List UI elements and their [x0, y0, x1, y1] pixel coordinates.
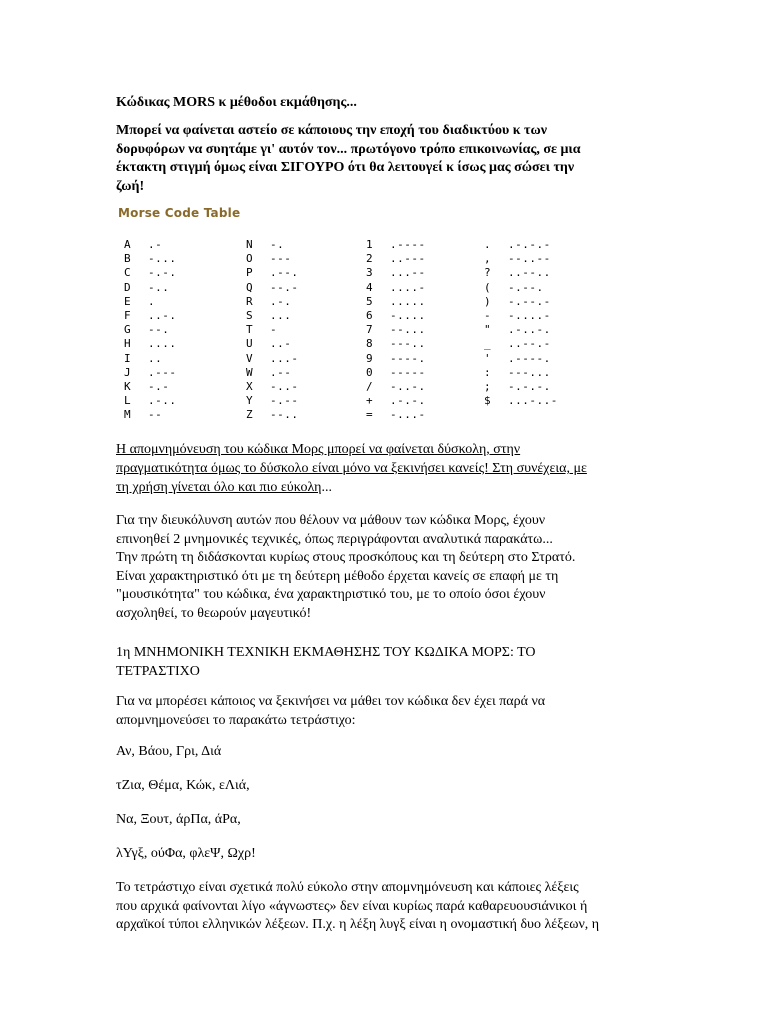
paragraph-line: Είναι χαρακτηριστικό ότι με τη δεύτερη μέθοδο έρχεται κανείς σε επαφή με τη [116, 568, 559, 584]
morse-character: U [246, 337, 253, 351]
morse-character: L [124, 394, 131, 408]
morse-character: ) [484, 294, 491, 308]
document-heading: Κώδικας MORS κ μέθοδοι εκμάθησης... [116, 95, 357, 110]
morse-code: ---... [508, 365, 551, 379]
morse-table-title: Morse Code Table [118, 206, 241, 220]
morse-code: ...-..- [508, 394, 558, 408]
morse-code: -....- [508, 308, 551, 322]
morse-code: ..--- [390, 252, 426, 266]
morse-code: -.--. [508, 280, 544, 294]
morse-code: .----. [508, 351, 551, 365]
morse-character: / [366, 379, 373, 393]
paragraph-line: που αρχικά φαίνονται λίγο «άγνωστες» δεν είναι κυρίως παρά καθαρευουσιάνικοι ή [116, 898, 588, 914]
morse-row [484, 295, 558, 309]
morse-character: I [124, 351, 131, 365]
section-title [116, 644, 656, 681]
morse-row [484, 352, 558, 366]
morse-code: .-.-.- [508, 238, 551, 251]
mnemonic-intro-paragraph [116, 512, 656, 623]
morse-row [484, 337, 558, 351]
morse-character: G [124, 323, 131, 337]
morse-code: --..-- [508, 252, 551, 266]
morse-character: ? [484, 266, 491, 280]
morse-code: .-.-. [390, 394, 426, 408]
morse-character: B [124, 252, 131, 266]
morse-row [246, 337, 299, 351]
morse-character: _ [484, 337, 491, 351]
morse-row [246, 295, 299, 309]
morse-code: ..-. [148, 308, 177, 322]
morse-character: 9 [366, 351, 373, 365]
morse-code: .---- [390, 238, 426, 251]
morse-code: --- [270, 252, 292, 266]
morse-code: ....- [390, 280, 426, 294]
morse-row [124, 309, 177, 323]
morse-row [124, 238, 177, 252]
morse-character: " [484, 323, 491, 337]
morse-row [484, 281, 558, 295]
morse-row [366, 380, 426, 394]
link-line-last [116, 478, 656, 497]
morse-row [124, 252, 177, 266]
morse-row [124, 323, 177, 337]
morse-row [246, 366, 299, 380]
morse-row [366, 309, 426, 323]
morse-code: -.-- [270, 394, 299, 408]
morse-character: + [366, 394, 373, 408]
morse-code: -..-. [390, 379, 426, 393]
morse-code: .-- [270, 365, 292, 379]
morse-row [124, 266, 177, 280]
verse-line: Να, Ξουτ, άρΠα, άΡα, [116, 812, 241, 827]
morse-row [246, 281, 299, 295]
paragraph-line: επινοηθεί 2 μνημονικές τεχνικές, όπως περιγράφονται αναλυτικά παρακάτω... [116, 531, 553, 547]
memorization-link-paragraph[interactable] [116, 440, 656, 497]
morse-row [124, 408, 177, 422]
morse-character: = [366, 408, 373, 422]
morse-row [366, 352, 426, 366]
morse-character: E [124, 294, 131, 308]
morse-code-table-image [116, 200, 576, 430]
link-line[interactable]: πραγματικότητα όμως το δύσκολο είναι μόνο να ξεκινήσει κανείς! Στη συνέχεια, με [116, 461, 587, 476]
intro-line: Μπορεί να φαίνεται αστείο σε κάποιους την εποχή του διαδικτύου κ των [116, 123, 547, 138]
verse-line: λΥγξ, ούΦα, φλεΨ, Ωχρ! [116, 846, 256, 861]
morse-character: C [124, 266, 131, 280]
morse-character: D [124, 280, 131, 294]
morse-code: -. [270, 238, 285, 251]
morse-row [366, 337, 426, 351]
morse-row [246, 266, 299, 280]
morse-row [366, 266, 426, 280]
morse-row [366, 408, 426, 422]
paragraph-line: Το τετράστιχο είναι σχετικά πολύ εύκολο στην απομνημόνευση και κάποιες λέξεις [116, 880, 579, 895]
morse-row [366, 323, 426, 337]
morse-row [246, 238, 299, 252]
link-line[interactable]: τη χρήση γίνεται όλο και πιο εύκολη [116, 480, 322, 495]
morse-row [124, 394, 177, 408]
morse-row [484, 309, 558, 323]
morse-character: 2 [366, 252, 373, 266]
morse-code: -.--.- [508, 294, 551, 308]
morse-character: ( [484, 280, 491, 294]
morse-code: .- [148, 238, 163, 251]
morse-character: 6 [366, 308, 373, 322]
morse-code: ...- [270, 351, 299, 365]
morse-character: 4 [366, 280, 373, 294]
morse-row [484, 394, 558, 408]
morse-character: 3 [366, 266, 373, 280]
morse-column-letters-a-m [124, 238, 177, 422]
morse-character: , [484, 252, 491, 266]
morse-column-punctuation [484, 238, 558, 408]
morse-code: .--. [270, 266, 299, 280]
morse-code: .-.. [148, 394, 177, 408]
morse-row [124, 337, 177, 351]
morse-character: 5 [366, 294, 373, 308]
instruction-paragraph [116, 693, 656, 730]
morse-row [366, 394, 426, 408]
paragraph-line: Την πρώτη τη διδάσκονται κυρίως στους προσκόπους και τη δεύτερη στο Στρατό. [116, 550, 576, 565]
paragraph-line: "μουσικότητα" του κώδικα, ένα χαρακτηριστικό του, με το οποίο όσοι έχουν [116, 587, 546, 602]
morse-character: T [246, 323, 253, 337]
morse-row [246, 352, 299, 366]
morse-row [246, 309, 299, 323]
morse-code: -.. [148, 280, 170, 294]
morse-code: -..- [270, 379, 299, 393]
morse-code: - [270, 323, 278, 337]
morse-row [246, 380, 299, 394]
paragraph-line: Για να μπορέσει κάποιος να ξεκινήσει να μάθει τον κώδικα δεν έχει παρά να [116, 694, 546, 709]
morse-character: V [246, 351, 253, 365]
morse-character: 8 [366, 337, 373, 351]
morse-row [484, 380, 558, 394]
morse-character: M [124, 408, 131, 422]
morse-character: . [484, 238, 491, 251]
morse-character: Q [246, 280, 253, 294]
verse-line: τΖια, Θέμα, Κώκ, εΛιά, [116, 778, 250, 793]
morse-row [246, 394, 299, 408]
morse-character: P [246, 266, 253, 280]
morse-character: N [246, 238, 253, 251]
morse-code: -.... [390, 308, 426, 322]
paragraph-line: Για την διευκόλυνση αυτών που θέλουν να μάθουν των κώδικα Μορς, έχουν [116, 513, 546, 528]
morse-code: -.-.-. [508, 379, 551, 393]
morse-character: X [246, 379, 253, 393]
morse-character: 1 [366, 238, 373, 251]
morse-row [124, 352, 177, 366]
morse-code: ..- [270, 337, 292, 351]
morse-code: .. [148, 351, 163, 365]
link-line[interactable]: Η απομνημόνευση του κώδικα Μορς μπορεί να φαίνεται δύσκολη, στην [116, 442, 521, 457]
morse-code: --. [148, 323, 170, 337]
morse-row [366, 238, 426, 252]
morse-code: . [148, 294, 156, 308]
morse-code: ...-- [390, 266, 426, 280]
morse-code: -.-. [148, 266, 177, 280]
morse-code: .-. [270, 294, 292, 308]
morse-row [246, 408, 299, 422]
morse-character: : [484, 365, 491, 379]
morse-row [484, 252, 558, 266]
intro-paragraph [116, 122, 646, 196]
morse-character: ' [484, 351, 491, 365]
morse-column-digits [366, 238, 426, 422]
paragraph-line: ασχοληθεί, το θεωρούν μαγευτικό! [116, 605, 312, 621]
morse-row [484, 238, 558, 252]
morse-character: $ [484, 394, 491, 408]
morse-character: J [124, 365, 131, 379]
morse-row [246, 252, 299, 266]
paragraph-line: αρχαϊκοί τύποι ελληνικών λέξεων. Π.χ. η λέξη λυγξ είναι η ονομαστική δυο λέξεων, η [116, 917, 600, 932]
morse-row [124, 366, 177, 380]
morse-code: --.- [270, 280, 299, 294]
morse-row [124, 295, 177, 309]
morse-code: .--- [148, 365, 177, 379]
morse-character: H [124, 337, 131, 351]
morse-code: ... [270, 308, 292, 322]
morse-row [484, 323, 558, 337]
intro-line: δορυφόρων να συητάμε γι' αυτόν τον... πρωτόγονο τρόπο επικοινωνίας, σε μια [116, 141, 581, 157]
morse-character: - [484, 308, 491, 322]
morse-character: K [124, 379, 131, 393]
verse-line: Αν, Βάου, Γρι, Διά [116, 744, 222, 759]
morse-character: O [246, 252, 253, 266]
intro-line: έκτακτη στιγμή όμως είναι ΣΙΓΟΥΡΟ ότι θα λειτουγεί κ ίσως μας σώσει την [116, 160, 575, 175]
morse-character: Z [246, 408, 253, 422]
morse-character: S [246, 308, 253, 322]
morse-code: ----- [390, 365, 426, 379]
morse-character: A [124, 238, 131, 251]
morse-code: ..--.- [508, 337, 551, 351]
section-title-line: 1η ΜΝΗΜΟΝΙΚΗ ΤΕΧΝΙΚΗ ΕΚΜΑΘΗΣΗΣ ΤΟΥ ΚΩΔΙΚΑ ΜΟΡΣ: ΤΟ [116, 645, 536, 660]
morse-character: 7 [366, 323, 373, 337]
morse-row [366, 366, 426, 380]
morse-row [484, 266, 558, 280]
morse-code: -... [148, 252, 177, 266]
morse-code: -.- [148, 379, 170, 393]
morse-code: ---.. [390, 337, 426, 351]
morse-code: .-..-. [508, 323, 551, 337]
morse-row [124, 281, 177, 295]
morse-row [366, 281, 426, 295]
morse-character: ; [484, 379, 491, 393]
link-tail: ... [321, 480, 332, 495]
paragraph-line: απομνημονεύσει το παρακάτω τετράστιχο: [116, 712, 356, 728]
morse-column-letters-n-z [246, 238, 299, 422]
explanation-paragraph [116, 879, 656, 935]
morse-code: -- [148, 408, 163, 422]
morse-code: ..... [390, 294, 426, 308]
section-title-line: ΤΕΤΡΑΣΤΙΧΟ [116, 663, 200, 679]
morse-character: W [246, 365, 253, 379]
morse-character: F [124, 308, 131, 322]
morse-code: ..--.. [508, 266, 551, 280]
intro-line: ζωή! [116, 178, 145, 194]
morse-row [124, 380, 177, 394]
morse-code: .... [148, 337, 177, 351]
morse-row [246, 323, 299, 337]
morse-character: Y [246, 394, 253, 408]
morse-code: --... [390, 323, 426, 337]
morse-row [366, 295, 426, 309]
morse-code: --.. [270, 408, 299, 422]
morse-row [484, 366, 558, 380]
morse-code: ----. [390, 351, 426, 365]
morse-row [366, 252, 426, 266]
morse-code: -...- [390, 408, 426, 422]
morse-character: R [246, 294, 253, 308]
morse-character: 0 [366, 365, 373, 379]
